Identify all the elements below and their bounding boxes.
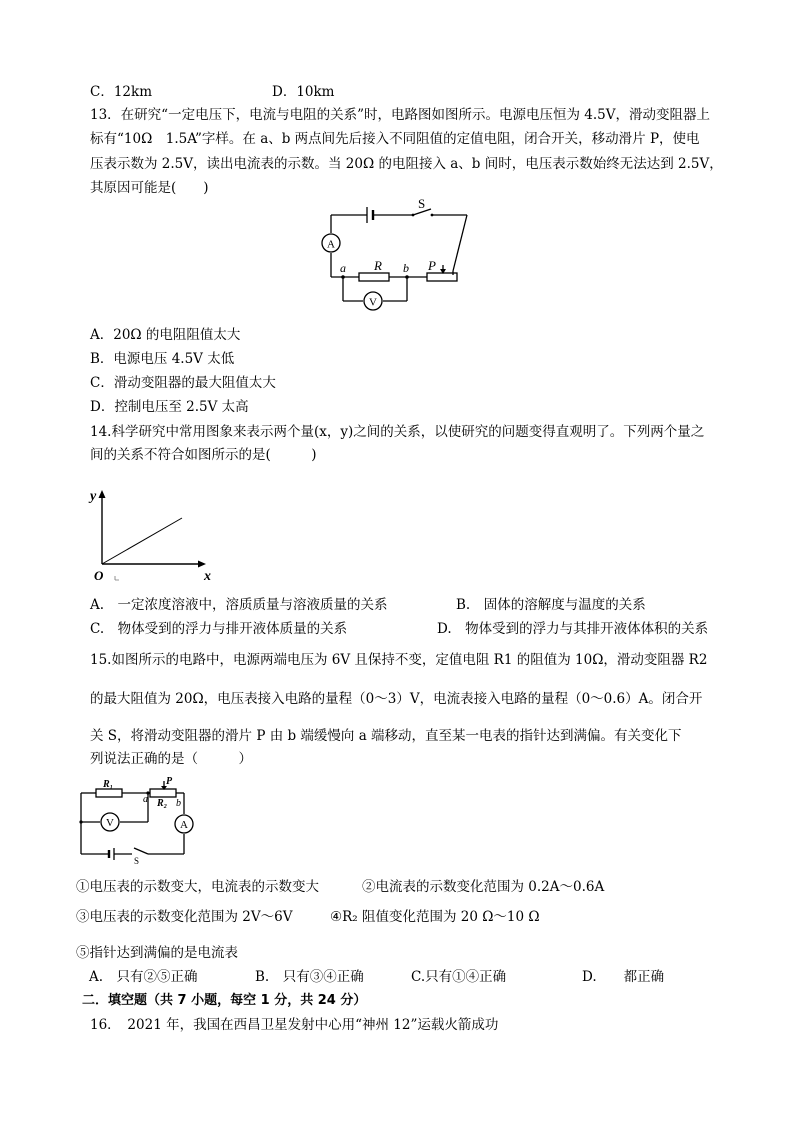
q13-option-b: B．电源电压 4.5V 太低	[90, 351, 235, 367]
q13-stem-line-2: 标有“10Ω 1.5A”字样。在 a、b 两点间先后接入不同阻值的定值电阻，闭合开关，移动滑片 P，使电	[90, 131, 700, 147]
switch-label: S	[418, 196, 426, 211]
q15-statement-1: ①电压表的示数变大，电流表的示数变大	[76, 879, 319, 895]
q15-statement-4: ④R₂ 阻值变化范围为 20 Ω～10 Ω	[330, 909, 540, 925]
y-axis-arrow	[99, 490, 106, 498]
x-axis-label: x	[204, 569, 211, 584]
origin-label: O	[94, 568, 104, 583]
point-b-label: b	[176, 798, 181, 809]
q14-linear-graph	[86, 484, 221, 588]
point-b-label: b	[403, 261, 409, 275]
q15-option-c: C.只有①④正确	[411, 969, 507, 985]
resistor-r-label: R	[374, 258, 382, 273]
q14-option-b: B. 固体的溶解度与温度的关系	[456, 597, 646, 613]
q14-option-c: C. 物体受到的浮力与排开液体质量的关系	[90, 621, 348, 637]
q15-statement-3: ③电压表的示数变化范围为 2V～6V	[76, 909, 293, 925]
q16-stem-line-1: 16． 2021 年，我国在西昌卫星发射中心用“神州 12”运载火箭成功	[90, 1017, 499, 1033]
ammeter-label: A	[180, 819, 188, 831]
r1-label: R₁	[103, 779, 114, 790]
switch-blade	[134, 848, 148, 854]
q14-option-a: A. 一定浓度溶液中，溶质质量与溶液质量的关系	[90, 597, 388, 613]
q13-stem-line-4: 其原因可能是( )	[90, 180, 209, 196]
rheostat-r2	[150, 789, 176, 797]
q15-stem-line-1: 15.如图所示的电路中，电源两端电压为 6V 且保持不变，定值电阻 R1 的阻值为 10Ω，滑动变阻器 R2	[90, 652, 708, 668]
switch-label: S	[134, 856, 140, 864]
voltmeter-label: V	[106, 817, 114, 829]
ammeter-label: A	[327, 238, 335, 251]
q15-stem-line-4: 列说法正确的是（ ）	[90, 751, 252, 767]
y-axis-label: y	[90, 489, 97, 504]
point-a-label: a	[143, 794, 148, 805]
q13-circuit-diagram	[315, 195, 475, 320]
q14-stem-line-2: 间的关系不符合如图所示的是( )	[90, 447, 317, 463]
slider-p-label: P	[428, 258, 436, 273]
q13-option-d: D．控制电压至 2.5V 太高	[90, 399, 249, 415]
q12-option-d: D．10km	[272, 84, 335, 100]
q15-stem-line-3: 关 S，将滑动变阻器的滑片 P 由 b 端缓慢向 a 端移动，直至某一电表的指针达到满偏。有关变化下	[90, 728, 682, 744]
q15-option-a: A. 只有②⑤正确	[89, 969, 198, 985]
q13-stem-line-1: 13．在研究“一定电压下，电流与电阻的关系”时，电路图如图所示。电源电压恒为 4.5V，滑动变阻器上	[90, 107, 710, 123]
voltmeter-label: V	[369, 296, 377, 309]
x-axis-arrow	[198, 561, 206, 568]
q15-circuit-diagram	[76, 776, 200, 864]
q13-option-a: A．20Ω 的电阻阻值太大	[90, 327, 241, 343]
q15-option-b: B. 只有③④正确	[255, 969, 364, 985]
section-2-heading: 二．填空题（共 7 小题，每空 1 分，共 24 分）	[82, 993, 367, 1008]
q13-option-c: C．滑动变阻器的最大阻值太大	[90, 375, 276, 391]
resistor-r1	[96, 789, 122, 797]
q15-statement-5: ⑤指针达到满偏的是电流表	[76, 945, 238, 961]
slider-p-label: P	[166, 776, 173, 787]
point-a-label: a	[340, 261, 346, 275]
paragraph-mark-icon	[115, 576, 119, 580]
q12-option-c: C．12km	[90, 84, 152, 100]
q15-stem-line-2: 的最大阻值为 20Ω，电压表接入电路的量程（0～3）V，电流表接入电路的量程（0～0.6）A。闭合开	[90, 691, 703, 707]
r2-label: R₂	[157, 798, 168, 809]
resistor-r	[359, 273, 389, 281]
proportional-line	[102, 518, 182, 564]
q13-stem-line-3: 压表示数为 2.5V，读出电流表的示数。当 20Ω 的电阻接入 a、b 间时，电压表示数始终无法达到 2.5V，	[90, 156, 723, 172]
q14-stem-line-1: 14.科学研究中常用图象来表示两个量(x，y)之间的关系，以使研究的问题变得直观明了。下列两个量之	[90, 424, 705, 440]
q14-option-d: D. 物体受到的浮力与其排开液体体积的关系	[437, 621, 709, 637]
q15-statement-2: ②电流表的示数变化范围为 0.2A～0.6A	[362, 879, 605, 895]
q15-option-d: D. 都正确	[582, 969, 665, 985]
